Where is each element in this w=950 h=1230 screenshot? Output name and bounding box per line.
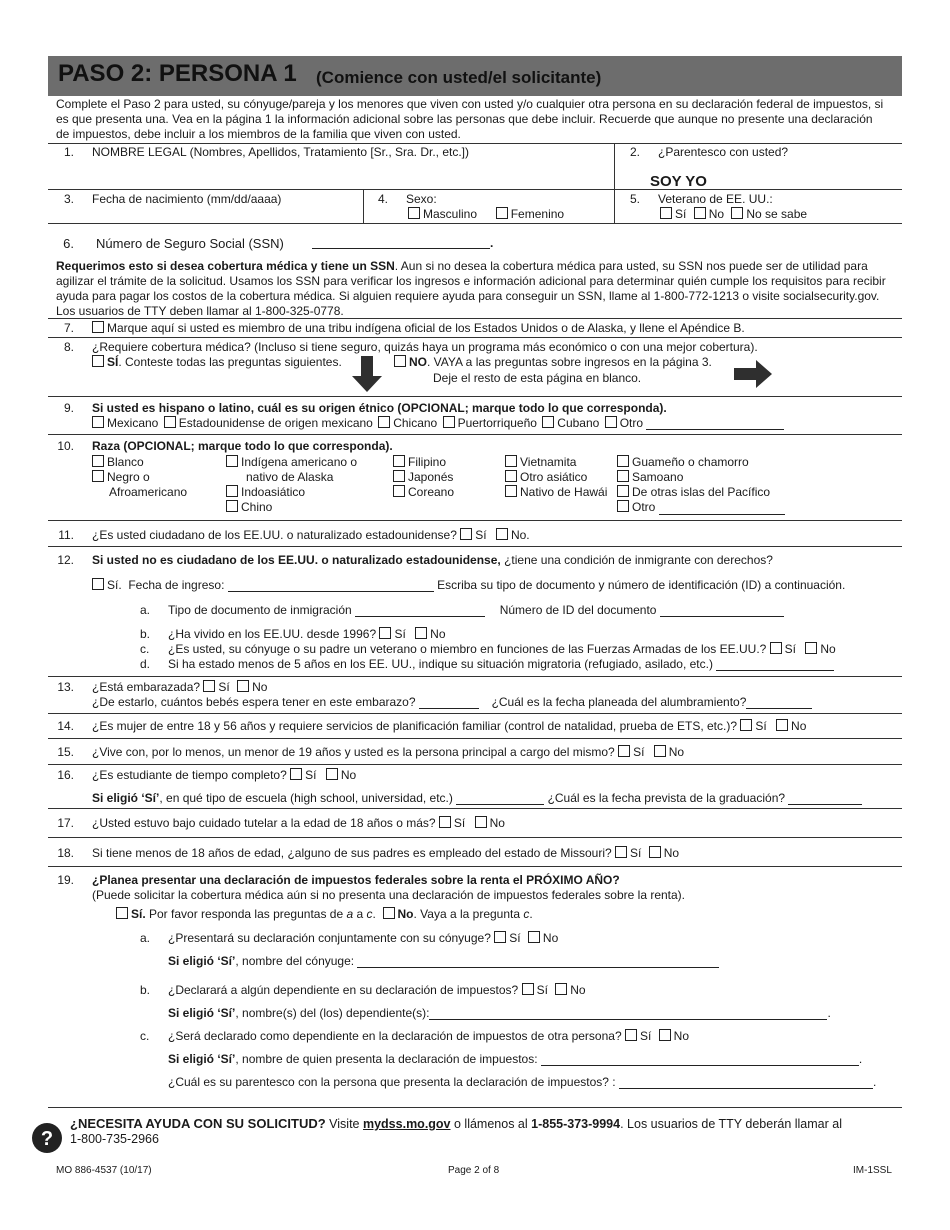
- tax-yes-checkbox[interactable]: [116, 907, 128, 919]
- form-code: IM-1SSL: [853, 1165, 892, 1176]
- q12a-letter: a.: [140, 603, 151, 617]
- q2-label: ¿Parentesco con usted?: [658, 145, 789, 159]
- babies-input[interactable]: [419, 697, 479, 709]
- school-type-label: , en qué tipo de escuela (high school, universidad, etc.): [159, 791, 453, 805]
- q10-number: 10.: [57, 439, 74, 453]
- divider: [48, 713, 902, 714]
- q12-label: ¿tiene una condición de inmigrante con derechos?: [500, 553, 773, 567]
- ethnic-chicano-checkbox[interactable]: [378, 416, 390, 428]
- yes-label: Sí: [453, 816, 466, 830]
- tax-yes-mid: a: [353, 907, 367, 921]
- help-visit: Visite: [325, 1117, 363, 1131]
- q4-number: 4.: [378, 192, 389, 206]
- q11-label: ¿Es usted ciudadano de los EE.UU. o naturalizado estadounidense?: [92, 528, 457, 542]
- ethnic-option: Puertorriqueño: [457, 416, 537, 430]
- no-label: No: [252, 680, 268, 694]
- page-subtitle: (Comience con usted/el solicitante): [316, 68, 602, 87]
- divider: [48, 676, 902, 677]
- claimed-no-checkbox[interactable]: [659, 1029, 671, 1041]
- help-tty: . Los usuarios de TTY deberán llamar al: [620, 1117, 842, 1131]
- sex-male-checkbox[interactable]: [408, 207, 420, 219]
- race-option: Filipino: [408, 455, 447, 469]
- dot: .: [872, 1075, 877, 1089]
- yes-label: Sí: [784, 642, 797, 656]
- race-blanco-checkbox[interactable]: [92, 455, 104, 467]
- caretaker-no-checkbox[interactable]: [654, 745, 666, 757]
- foster-yes-checkbox[interactable]: [439, 816, 451, 828]
- race-filipino-checkbox[interactable]: [393, 455, 405, 467]
- ethnic-option: Chicano: [393, 416, 438, 430]
- race-option: Blanco: [107, 455, 144, 469]
- tax-yes-bold: Sí.: [131, 907, 146, 921]
- divider: [48, 223, 902, 224]
- q5-number: 5.: [630, 192, 641, 206]
- arrow-down-icon: [352, 356, 382, 392]
- family-planning-yes-checkbox[interactable]: [740, 719, 752, 731]
- q1-label: NOMBRE LEGAL (Nombres, Apellidos, Tratamiento [Sr., Sra. Dr., etc.]): [92, 145, 470, 159]
- race-chino-checkbox[interactable]: [226, 500, 238, 512]
- tax-yes-end: .: [372, 907, 376, 921]
- q19a-letter: a.: [140, 931, 151, 945]
- claimed-yes-checkbox[interactable]: [625, 1029, 637, 1041]
- divider: [48, 189, 902, 190]
- no-label: No: [791, 719, 807, 733]
- veteran-no-checkbox[interactable]: [694, 207, 706, 219]
- q17-number: 17.: [57, 816, 74, 830]
- tax-no-end: .: [529, 907, 533, 921]
- tax-yes-text: Por favor responda las preguntas de: [145, 907, 347, 921]
- race-coreano-checkbox[interactable]: [393, 485, 405, 497]
- no-label: No: [570, 983, 586, 997]
- q19-label: ¿Planea presentar una declaración de impuestos federales sobre la renta el PRÓXIMO AÑO?: [92, 873, 620, 887]
- q12-label-bold: Si usted no es ciudadano de los EE.UU. o naturalizado estadounidense,: [92, 553, 501, 567]
- ssn-note: [56, 259, 886, 319]
- arrow-right-icon: [734, 360, 772, 388]
- q19b-label: ¿Declarará a algún dependiente en su declaración de impuestos?: [168, 983, 519, 997]
- ethnic-puertorriqueno-checkbox[interactable]: [443, 416, 455, 428]
- q1-number: 1.: [63, 145, 74, 159]
- foster-no-checkbox[interactable]: [475, 816, 487, 828]
- yes-label: Sí: [755, 719, 767, 733]
- q10-label: Raza (OPCIONAL; marque todo lo que corresponda).: [92, 439, 393, 453]
- race-hawai-checkbox[interactable]: [505, 485, 517, 497]
- race-option: Japonés: [408, 470, 454, 484]
- divider: [48, 866, 902, 867]
- filer-relationship-label: ¿Cuál es su parentesco con la persona que presenta la declaración de impuestos? :: [168, 1075, 616, 1089]
- q12-number: 12.: [57, 553, 74, 567]
- tax-no-text: . Vaya a la pregunta: [413, 907, 524, 921]
- q14-label: ¿Es mujer de entre 18 y 56 años y requiere servicios de planificación familiar (control de natalidad, prueba de ETS, etc.)?: [92, 719, 737, 733]
- yes-label: Sí: [630, 846, 642, 860]
- q16-number: 16.: [57, 768, 74, 782]
- q12b-label: ¿Ha vivido en los EE.UU. desde 1996?: [168, 627, 377, 641]
- no-label: No: [489, 816, 505, 830]
- divider: [48, 143, 902, 144]
- ssn-input[interactable]: [312, 236, 490, 249]
- q19c-letter: c.: [140, 1029, 150, 1043]
- form-number: MO 886-4537 (10/17): [56, 1165, 152, 1176]
- entry-date-label: Fecha de ingreso:: [128, 578, 225, 592]
- citizen-no-label: No.: [510, 528, 530, 542]
- tax-no-bold: No: [397, 907, 414, 921]
- yes-label: Sí: [536, 983, 548, 997]
- q8-number: 8.: [63, 340, 74, 354]
- divider: [48, 546, 902, 547]
- state-employee-yes-checkbox[interactable]: [615, 846, 627, 858]
- babies-label: ¿De estarlo, cuántos bebés espera tener en este embarazo?: [92, 695, 416, 709]
- citizen-yes-label: Sí: [475, 528, 487, 542]
- caretaker-yes-checkbox[interactable]: [618, 745, 630, 757]
- immigrant-yes-checkbox[interactable]: [92, 578, 104, 590]
- legal-name-field[interactable]: [90, 160, 610, 188]
- race-negro-checkbox[interactable]: [92, 470, 104, 482]
- q18-label: Si tiene menos de 18 años de edad, ¿alguno de sus padres es empleado del estado de Missouri?: [92, 846, 612, 860]
- dependents-no-checkbox[interactable]: [555, 983, 567, 995]
- filer-name-input[interactable]: [541, 1054, 859, 1066]
- ethnic-estadounidense-checkbox[interactable]: [164, 416, 176, 428]
- q15-number: 15.: [57, 745, 74, 759]
- race-option: Otro: [632, 500, 656, 514]
- coverage-yes-bold: SÍ: [107, 355, 119, 369]
- q3-number: 3.: [63, 192, 74, 206]
- filer-follow-bold: Si eligió ‘Sí’: [168, 1052, 236, 1066]
- race-option: Otro asiático: [520, 470, 588, 484]
- race-option: Indoasiático: [241, 485, 306, 499]
- q12c-letter: c.: [140, 642, 150, 656]
- race-otro-checkbox[interactable]: [617, 500, 629, 512]
- race-japones-checkbox[interactable]: [393, 470, 405, 482]
- q9-number: 9.: [63, 401, 74, 415]
- ethnic-cubano-checkbox[interactable]: [542, 416, 554, 428]
- dependents-name-input[interactable]: [429, 1008, 827, 1020]
- joint-no-checkbox[interactable]: [528, 931, 540, 943]
- sex-male-label: Masculino: [423, 207, 478, 221]
- divider: [48, 837, 902, 838]
- graduation-input[interactable]: [788, 793, 862, 805]
- citizen-no-checkbox[interactable]: [496, 528, 508, 540]
- since1996-yes-checkbox[interactable]: [379, 627, 391, 639]
- veteran-unknown-checkbox[interactable]: [731, 207, 743, 219]
- race-option: Guameño o chamorro: [632, 455, 749, 469]
- ethnic-option: Otro: [619, 416, 644, 430]
- q17-label: ¿Usted estuvo bajo cuidado tutelar a la edad de 18 años o más?: [92, 816, 436, 830]
- graduation-label: ¿Cuál es la fecha prevista de la graduación?: [547, 791, 786, 805]
- race-pacifico-checkbox[interactable]: [617, 485, 629, 497]
- help-call: o llámenos al: [450, 1117, 532, 1131]
- q13-number: 13.: [57, 680, 74, 694]
- help-heading: ¿NECESITA AYUDA CON SU SOLICITUD?: [70, 1116, 326, 1131]
- sex-female-checkbox[interactable]: [496, 207, 508, 219]
- q12b-letter: b.: [140, 627, 151, 641]
- yes-label: Sí: [639, 1029, 652, 1043]
- joint-yes-checkbox[interactable]: [494, 931, 506, 943]
- yes-label: Sí: [305, 768, 317, 782]
- q14-number: 14.: [57, 719, 74, 733]
- doc-id-input[interactable]: [660, 605, 784, 617]
- citizen-yes-checkbox[interactable]: [460, 528, 472, 540]
- ethnic-mexicano-checkbox[interactable]: [92, 416, 104, 428]
- school-type-input[interactable]: [456, 793, 544, 805]
- race-option: Negro o: [107, 470, 150, 484]
- q7-label: Marque aquí si usted es miembro de una tribu indígena oficial de los Estados Unidos o de Alaska, y llene el Apéndice B.: [107, 321, 745, 335]
- ethnic-otro-checkbox[interactable]: [605, 416, 617, 428]
- race-option: Chino: [241, 500, 273, 514]
- tribe-checkbox[interactable]: [92, 321, 104, 333]
- divider: [48, 764, 902, 765]
- doc-type-label: Tipo de documento de inmigración: [168, 603, 352, 617]
- dot: .: [858, 1052, 863, 1066]
- race-otro-asiatico-checkbox[interactable]: [505, 470, 517, 482]
- immigration-status-input[interactable]: [716, 659, 834, 671]
- race-guameno-checkbox[interactable]: [617, 455, 629, 467]
- q19-number: 19.: [57, 873, 74, 887]
- q12d-letter: d.: [140, 657, 151, 671]
- dependents-name-label: , nombre(s) del (los) dependiente(s):: [235, 1006, 430, 1020]
- coverage-no-text: . VAYA a las preguntas sobre ingresos en la página 3.: [427, 355, 712, 369]
- page-title: PASO 2: PERSONA 1: [58, 60, 297, 87]
- due-date-label: ¿Cuál es la fecha planeada del alumbramiento?: [491, 695, 747, 709]
- q18-number: 18.: [57, 846, 74, 860]
- veteran-unknown-label: No se sabe: [746, 207, 808, 221]
- q19b-letter: b.: [140, 983, 151, 997]
- dependents-follow-bold: Si eligió ‘Sí’: [168, 1006, 236, 1020]
- coverage-yes-checkbox[interactable]: [92, 355, 104, 367]
- q12c-label: ¿Es usted, su cónyuge o su padre un veterano o miembro en funciones de las Fuerzas Armadas de los EE.UU.?: [168, 642, 767, 656]
- yes-label: Sí: [509, 931, 521, 945]
- q9-label: Si usted es hispano o latino, cuál es su origen étnico (OPCIONAL; marque todo lo que corresponda).: [92, 401, 667, 415]
- no-label: No: [542, 931, 559, 945]
- help-icon: [31, 1122, 63, 1154]
- race-option: Indígena americano o: [241, 455, 358, 469]
- ssn-dot: .: [490, 236, 494, 250]
- ssn-note-bold: Requerimos esto si desea cobertura médica y tiene un SSN: [56, 259, 395, 273]
- yes-label: Sí: [218, 680, 230, 694]
- q6-label: Número de Seguro Social (SSN): [96, 236, 284, 251]
- divider: [48, 808, 902, 809]
- race-option: Samoano: [632, 470, 684, 484]
- divider: [48, 434, 902, 435]
- ethnic-option: Estadounidense de origen mexicano: [178, 416, 373, 430]
- no-label: No: [820, 642, 836, 656]
- spouse-follow-bold: Si eligió ‘Sí’: [168, 954, 236, 968]
- spouse-name-label: , nombre del cónyuge:: [235, 954, 355, 968]
- q3-label: Fecha de nacimiento (mm/dd/aaaa): [92, 192, 282, 206]
- ethnic-option: Mexicano: [107, 416, 159, 430]
- sex-female-label: Femenino: [510, 207, 565, 221]
- yes-label: Sí: [633, 745, 645, 759]
- dot: .: [827, 1006, 831, 1020]
- entry-date-input[interactable]: [228, 580, 434, 592]
- divider: [48, 396, 902, 397]
- divider: [614, 143, 615, 223]
- doc-id-label: Número de ID del documento: [499, 603, 657, 617]
- q5-label: Veterano de EE. UU.:: [658, 192, 773, 206]
- race-option: Coreano: [408, 485, 455, 499]
- student-no-checkbox[interactable]: [326, 768, 338, 780]
- relationship-value: SOY YO: [650, 173, 707, 190]
- divider: [48, 318, 902, 319]
- race-option: Afroamericano: [109, 485, 188, 499]
- race-other-input[interactable]: [659, 503, 785, 515]
- intro-text: Complete el Paso 2 para usted, su cónyuge/pareja y los menores que viven con usted y/o cualquier otra persona en su declaración federal de impuestos, si es que presenta una. Vea en la página 1 la información adicional sobre las personas que debe incluir. Recuerde que aunque no presente una declaración de impuestos, debe incluir a los miembros de la familia que viven con usted.: [56, 97, 884, 141]
- q16-label: ¿Es estudiante de tiempo completo?: [92, 768, 287, 782]
- q11-number: 11.: [58, 528, 74, 542]
- q4-label: Sexo:: [406, 192, 437, 206]
- tax-no-checkbox[interactable]: [383, 907, 395, 919]
- race-samoano-checkbox[interactable]: [617, 470, 629, 482]
- filer-relationship-input[interactable]: [619, 1077, 873, 1089]
- help-site-link[interactable]: mydss.mo.gov: [362, 1117, 451, 1131]
- pregnant-yes-checkbox[interactable]: [203, 680, 215, 692]
- yes-label: Sí: [394, 627, 406, 641]
- coverage-no-checkbox[interactable]: [394, 355, 406, 367]
- race-option: Vietnamita: [520, 455, 577, 469]
- veteran-family-yes-checkbox[interactable]: [770, 642, 782, 654]
- race-option: Nativo de Hawái: [520, 485, 608, 499]
- q19-sub: (Puede solicitar la cobertura médica aún si no presenta una declaración de impuestos federales sobre la renta).: [92, 888, 686, 902]
- race-indoasiatico-checkbox[interactable]: [226, 485, 238, 497]
- page-number: Page 2 of 8: [448, 1165, 500, 1176]
- divider: [48, 520, 902, 521]
- race-option: nativo de Alaska: [246, 470, 334, 484]
- q19a-label: ¿Presentará su declaración conjuntamente con su cónyuge?: [168, 931, 491, 945]
- q7-number: 7.: [63, 321, 74, 335]
- spouse-name-input[interactable]: [357, 956, 719, 968]
- no-label: No: [663, 846, 680, 860]
- q6-number: 6.: [63, 236, 74, 251]
- veteran-family-no-checkbox[interactable]: [805, 642, 817, 654]
- help-icon-glyph: ?: [40, 1128, 54, 1150]
- state-employee-no-checkbox[interactable]: [649, 846, 661, 858]
- family-planning-no-checkbox[interactable]: [776, 719, 788, 731]
- divider: [48, 1107, 902, 1108]
- q13-label: ¿Está embarazada?: [92, 680, 201, 694]
- ssn-note-text: . Aun si no desea la cobertura médica para usted, su SSN nos puede ser de utilidad para agilizar el trámite de la solicitud. Usamos los SSN para verificar los ingresos e información adicional para determinar quién cumple los requisitos para recibir ayuda para pagar los costos de la cobertura médica. Si alguien requiere ayuda para conseguir un SSN, llame al 1-800-772-1213 o visite socialsecurity.gov. Los usuarios de TTY deben llamar al 1-800-325-0778.: [56, 259, 886, 318]
- school-follow-bold: Si eligió ‘Sí’: [92, 791, 160, 805]
- tax-no-c: c: [523, 907, 530, 921]
- immigrant-yes-label: Sí.: [107, 578, 122, 592]
- veteran-no-label: No: [708, 207, 725, 221]
- divider: [48, 337, 902, 338]
- help-phone: 1-855-373-9994: [531, 1117, 621, 1131]
- divider: [48, 738, 902, 739]
- race-indigena-checkbox[interactable]: [226, 455, 238, 467]
- filer-name-label: , nombre de quien presenta la declaración de impuestos:: [235, 1052, 538, 1066]
- pregnant-no-checkbox[interactable]: [237, 680, 249, 692]
- no-label: No: [668, 745, 685, 759]
- since1996-no-checkbox[interactable]: [415, 627, 427, 639]
- no-label: No: [430, 627, 446, 641]
- no-label: No: [673, 1029, 690, 1043]
- q12d-label: Si ha estado menos de 5 años en los EE. UU., indique su situación migratoria (refugiado, asilado, etc.): [168, 657, 713, 671]
- student-yes-checkbox[interactable]: [290, 768, 302, 780]
- race-vietnamita-checkbox[interactable]: [505, 455, 517, 467]
- veteran-yes-label: Sí: [675, 207, 687, 221]
- help-tty-number: 1-800-735-2966: [70, 1132, 159, 1146]
- coverage-no-text2: Deje el resto de esta página en blanco.: [433, 371, 642, 385]
- no-label: No: [340, 768, 357, 782]
- q15-label: ¿Vive con, por lo menos, un menor de 19 años y usted es la persona principal a cargo del mismo?: [92, 745, 615, 759]
- coverage-yes-text: . Conteste todas las preguntas siguientes.: [118, 355, 342, 369]
- q8-label: ¿Requiere cobertura médica? (Incluso si tiene seguro, quizás haya un programa más económico o con una mejor cobertura).: [92, 340, 758, 354]
- coverage-no-bold: NO: [409, 355, 427, 369]
- tax-yes-a: a: [346, 907, 354, 921]
- doc-type-input[interactable]: [355, 605, 485, 617]
- dependents-yes-checkbox[interactable]: [522, 983, 534, 995]
- q19c-label: ¿Será declarado como dependiente en la declaración de impuestos de otra persona?: [168, 1029, 622, 1043]
- due-date-input[interactable]: [746, 697, 812, 709]
- tax-yes-c: c: [366, 907, 373, 921]
- ethnic-option: Cubano: [557, 416, 600, 430]
- q2-number: 2.: [630, 145, 641, 159]
- race-option: De otras islas del Pacífico: [632, 485, 771, 499]
- divider: [363, 189, 364, 223]
- birthdate-field[interactable]: [90, 206, 360, 222]
- doc-note: Escriba su tipo de documento y número de identificación (ID) a continuación.: [437, 578, 846, 592]
- ethnic-other-input[interactable]: [646, 418, 784, 430]
- veteran-yes-checkbox[interactable]: [660, 207, 672, 219]
